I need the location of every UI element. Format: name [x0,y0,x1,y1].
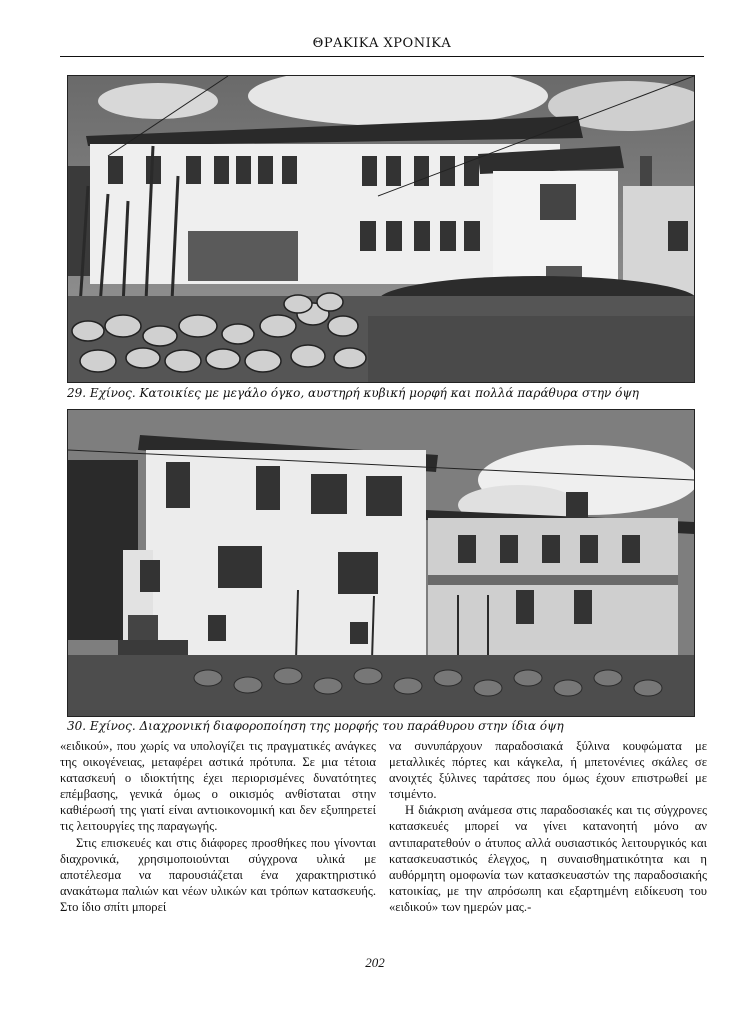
paragraph: Στις επισκευές και στις διάφορες προσθήκες που γίνονται διαχρονικά, χρησιμοποιούνται σύγχρονα υλικά με αποτέλεσμα να παρουσιάζεται ένα χαρακτηριστικό ανακάτωμα παλιών και νέων υλικών και τρόπων κατασκευής. Στο ίδιο σπίτι μπορεί [60,835,376,914]
figure-30-photo [67,409,695,717]
paragraph: Η διάκριση ανάμεσα στις παραδοσιακές και τις σύγχρονες κατασκευές μπορεί να γίνει κατανοητή μόνο αν αντιπαρατεθούν ο άτυπος αλλά ουσιαστικός λειτουργικός και κατασκευαστικός έλεγχος, η συναισθηματικότητα και η αυθόρμητη ομοφωνία των κατασκευαστών της παραδοσιακής κατοικίας, με την απρόσωπη και εξαρτημένη ειδίκευση του «ειδικού» των ημερών μας.- [389,803,707,914]
figure-29-caption: 29. Εχίνος. Κατοικίες με μεγάλο όγκο, αυστηρή κυβική μορφή και πολλά παράθυρα στην όψη [67,386,639,400]
paragraph: να συνυπάρχουν παραδοσιακά ξύλινα κουφώματα με μεταλλικές πόρτες και κάγκελα, ή μπετονένιες σκάλες σε ανοιχτές ξύλινες ταράτσες που όμως έχουν επιστρωθεί με τσιμέντο. [389,739,707,802]
paragraph: «ειδικού», που χωρίς να υπολογίζει τις πραγματικές ανάγκες της οικογένειας, μεταφέρει αστικά πρότυπα. Σε μια τέτοια κατασκευή ο ιδιοκτήτης έχει περιορισμένες δυνατότητες επέμβασης, γενικά όμως ο οικισμός ανθίσταται στην καθιέρωσή της γιατί είναι αντιοικονομική και δεν εξυπηρετεί τις λειτουργίες της παραγωγής. [60,739,376,834]
body-column-left [60,738,376,915]
header-rule [60,56,704,57]
running-title: ΘΡΑΚΙΚΑ ΧΡΟΝΙΚΑ [312,36,452,51]
figure-30-caption: 30. Εχίνος. Διαχρονική διαφοροποίηση της μορφής του παράθυρου στην ίδια όψη [67,719,564,733]
body-column-right [389,738,707,915]
page-number: 202 [365,955,385,970]
figure-29-photo [67,75,695,383]
